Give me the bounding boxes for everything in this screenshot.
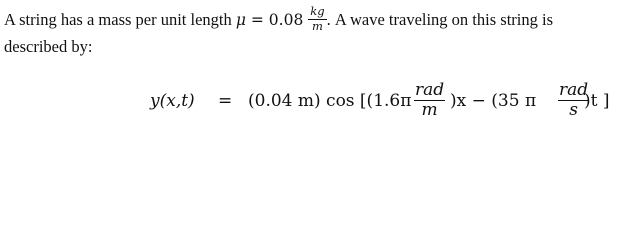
mu-unit-fraction: [308, 6, 326, 32]
equation-amplitude-term: (0.04 m) cos [(1.6π: [248, 91, 412, 111]
equation-lhs: y(x,t): [150, 91, 195, 111]
problem-text-described: described by:: [4, 37, 93, 56]
mu-unit-numerator: kg: [310, 4, 325, 19]
k-unit-numerator: rad: [415, 80, 445, 100]
k-unit-fraction: [414, 82, 445, 119]
problem-text-intro: A string has a mass per unit length: [4, 10, 236, 29]
problem-text-wave: . A wave traveling on this string is: [326, 10, 553, 29]
equation-equals: =: [218, 91, 233, 111]
equation-t-term: )t ]: [584, 91, 610, 111]
omega-unit-numerator: rad: [559, 80, 589, 100]
problem-statement: [4, 6, 616, 60]
problem-line-2: [4, 33, 616, 60]
equation-x-term: )x − (35 π: [450, 91, 537, 111]
mu-value: = 0.08: [245, 11, 309, 29]
mu-symbol: μ: [235, 11, 246, 29]
omega-unit-denominator: s: [569, 100, 578, 120]
problem-line-1: [4, 6, 616, 33]
wave-equation: [0, 82, 619, 122]
k-unit-denominator: m: [421, 100, 438, 120]
mu-unit-denominator: m: [311, 18, 323, 33]
